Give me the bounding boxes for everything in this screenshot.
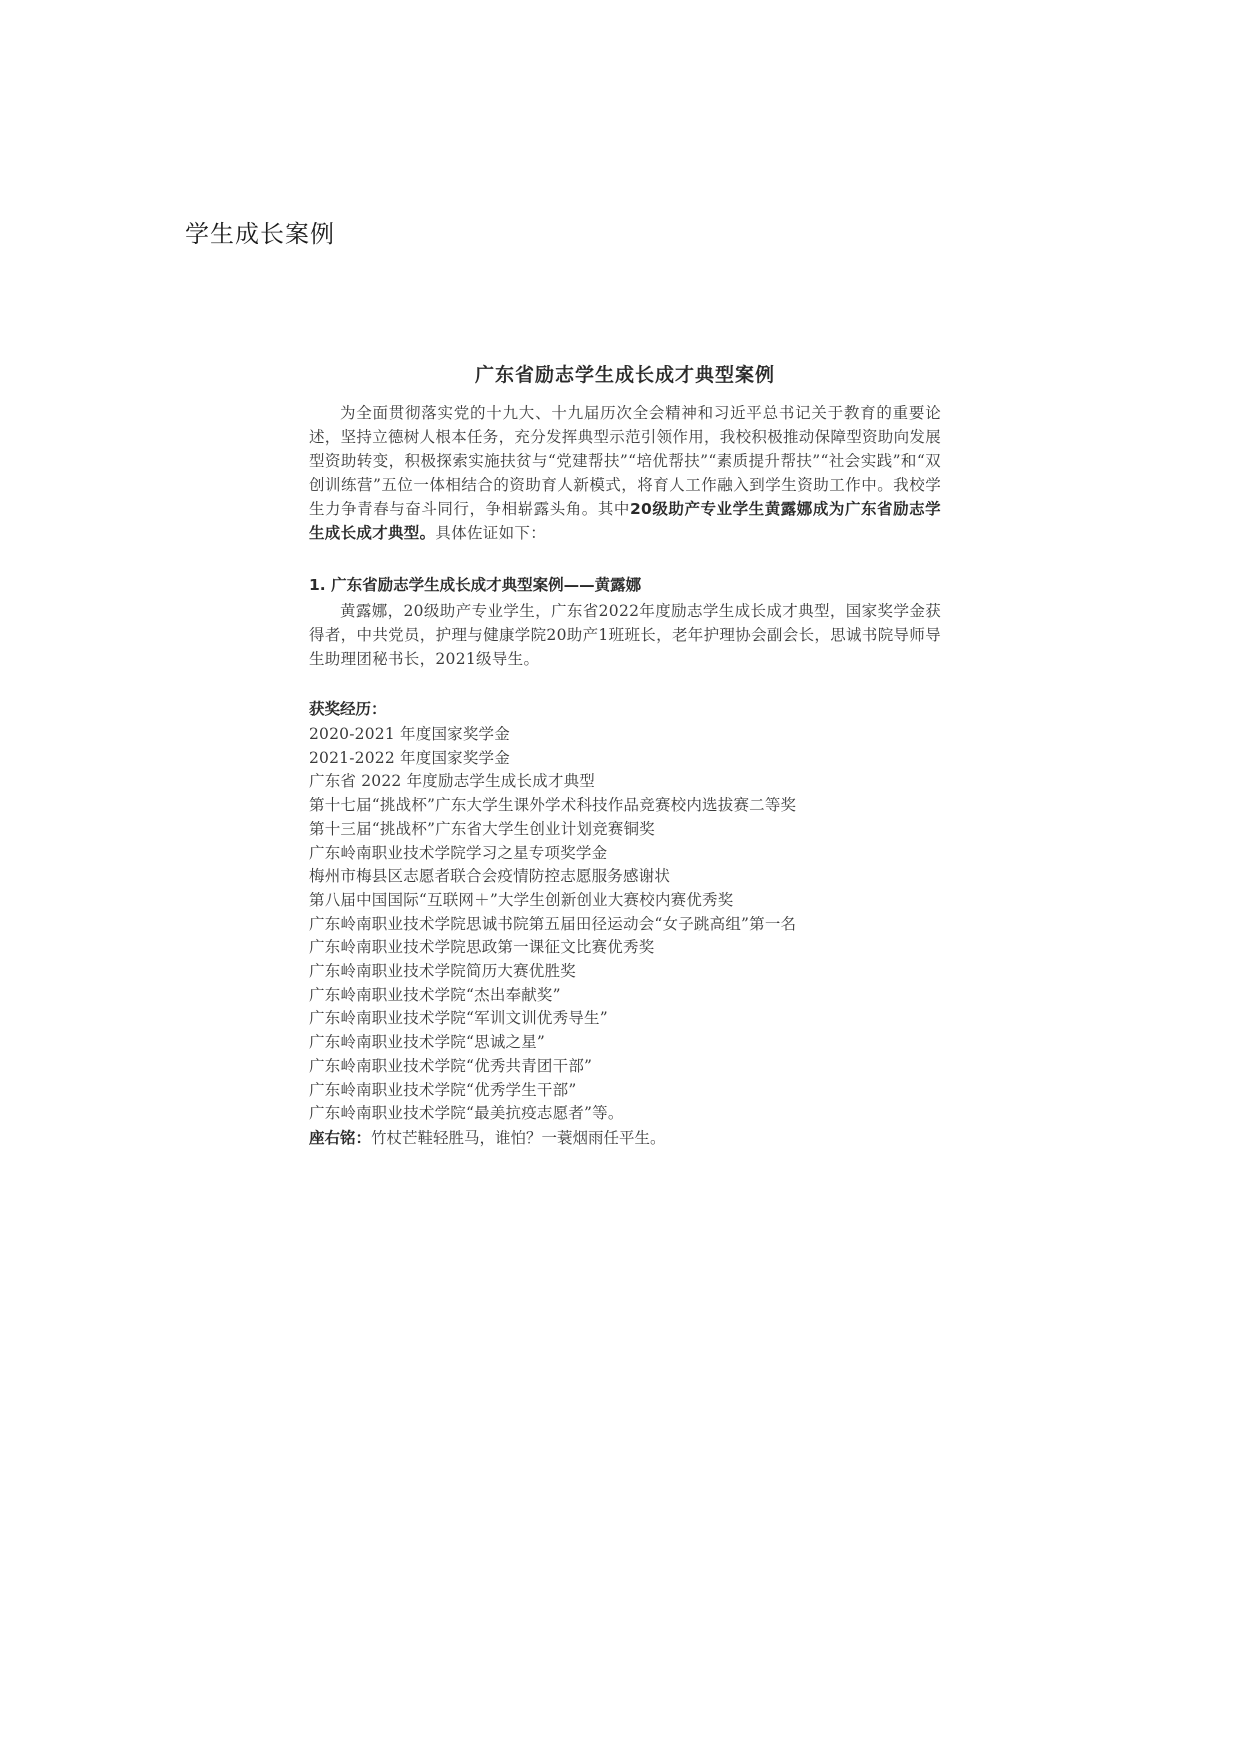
intro-end: 具体佐证如下： bbox=[435, 524, 547, 542]
award-item: 广东岭南职业技术学院学习之星专项奖学金 bbox=[309, 843, 608, 862]
award-item: 2020-2021 年度国家奖学金 bbox=[309, 725, 510, 743]
motto-label: 座右铭： bbox=[309, 1128, 372, 1147]
award-item: 广东岭南职业技术学院“优秀共青团干部” bbox=[309, 1056, 593, 1075]
profile-paragraph: 黄露娜，20级助产专业学生，广东省2022年度励志学生成长成才典型，国家奖学金获得者，中共党员，护理与健康学院20助产1班班长，老年护理协会副会长，思诚书院导师导生助理团秘书长，2021级导生。 bbox=[309, 602, 941, 668]
award-item: 广东省 2022 年度励志学生成长成才典型 bbox=[309, 772, 596, 791]
award-item: 广东岭南职业技术学院思政第一课征文比赛优秀奖 bbox=[309, 938, 655, 957]
intro-highlight: 20级助产专业学生黄露娜成为广东省励志学生成长成才典型。 bbox=[309, 500, 941, 542]
motto bbox=[309, 1126, 941, 1150]
award-item: 广东岭南职业技术学院“军训文训优秀导生” bbox=[309, 1009, 608, 1028]
intro-paragraph bbox=[309, 401, 941, 545]
motto-text: 竹杖芒鞋轻胜马，谁怕？一蓑烟雨任平生。 bbox=[371, 1128, 666, 1147]
award-item: 广东岭南职业技术学院“最美抗疫志愿者”等。 bbox=[309, 1104, 624, 1123]
award-item: 广东岭南职业技术学院“杰出奉献奖” bbox=[309, 985, 561, 1004]
document-title: 广东省励志学生成长成才典型案例 bbox=[474, 364, 775, 386]
award-item: 第十三届“挑战杯”广东省大学生创业计划竞赛铜奖 bbox=[309, 819, 655, 838]
award-item: 广东岭南职业技术学院简历大赛优胜奖 bbox=[309, 962, 576, 981]
embedded-document-image bbox=[309, 360, 941, 1150]
award-item: 广东岭南职业技术学院思诚书院第五届田径运动会“女子跳高组”第一名 bbox=[309, 914, 797, 933]
award-item: 第十七届“挑战杯”广东大学生课外学术科技作品竞赛校内选拔赛二等奖 bbox=[309, 796, 797, 815]
page-heading: 学生成长案例 bbox=[185, 220, 335, 248]
award-item: 广东岭南职业技术学院“优秀学生干部” bbox=[309, 1080, 577, 1099]
award-item: 广东岭南职业技术学院“思诚之星” bbox=[309, 1033, 546, 1052]
awards-heading: 获奖经历： bbox=[309, 700, 387, 718]
award-item: 第八届中国国际“互联网＋”大学生创新创业大赛校内赛优秀奖 bbox=[309, 890, 734, 909]
section-heading: 1. 广东省励志学生成长成才典型案例——黄露娜 bbox=[309, 576, 642, 594]
intro-text: 为全面贯彻落实党的十九大、十九届历次全会精神和习近平总书记关于教育的重要论述，坚持立德树人根本任务，充分发挥典型示范引领作用，我校积极推动保障型资助向发展型资助转变，积极探索实施扶贫与“党建帮扶”“培优帮扶”“素质提升帮扶”“社会实践”和“双创训练营”五位一体相结合的资助育人新模式，将育人工作融入到学生资助工作中。我校学生力争青春与奋斗同行，争相崭露头角。其中 bbox=[309, 404, 942, 518]
awards-list bbox=[309, 723, 941, 1126]
award-item: 2021-2022 年度国家奖学金 bbox=[309, 748, 510, 767]
award-item: 梅州市梅县区志愿者联合会疫情防控志愿服务感谢状 bbox=[309, 867, 671, 886]
